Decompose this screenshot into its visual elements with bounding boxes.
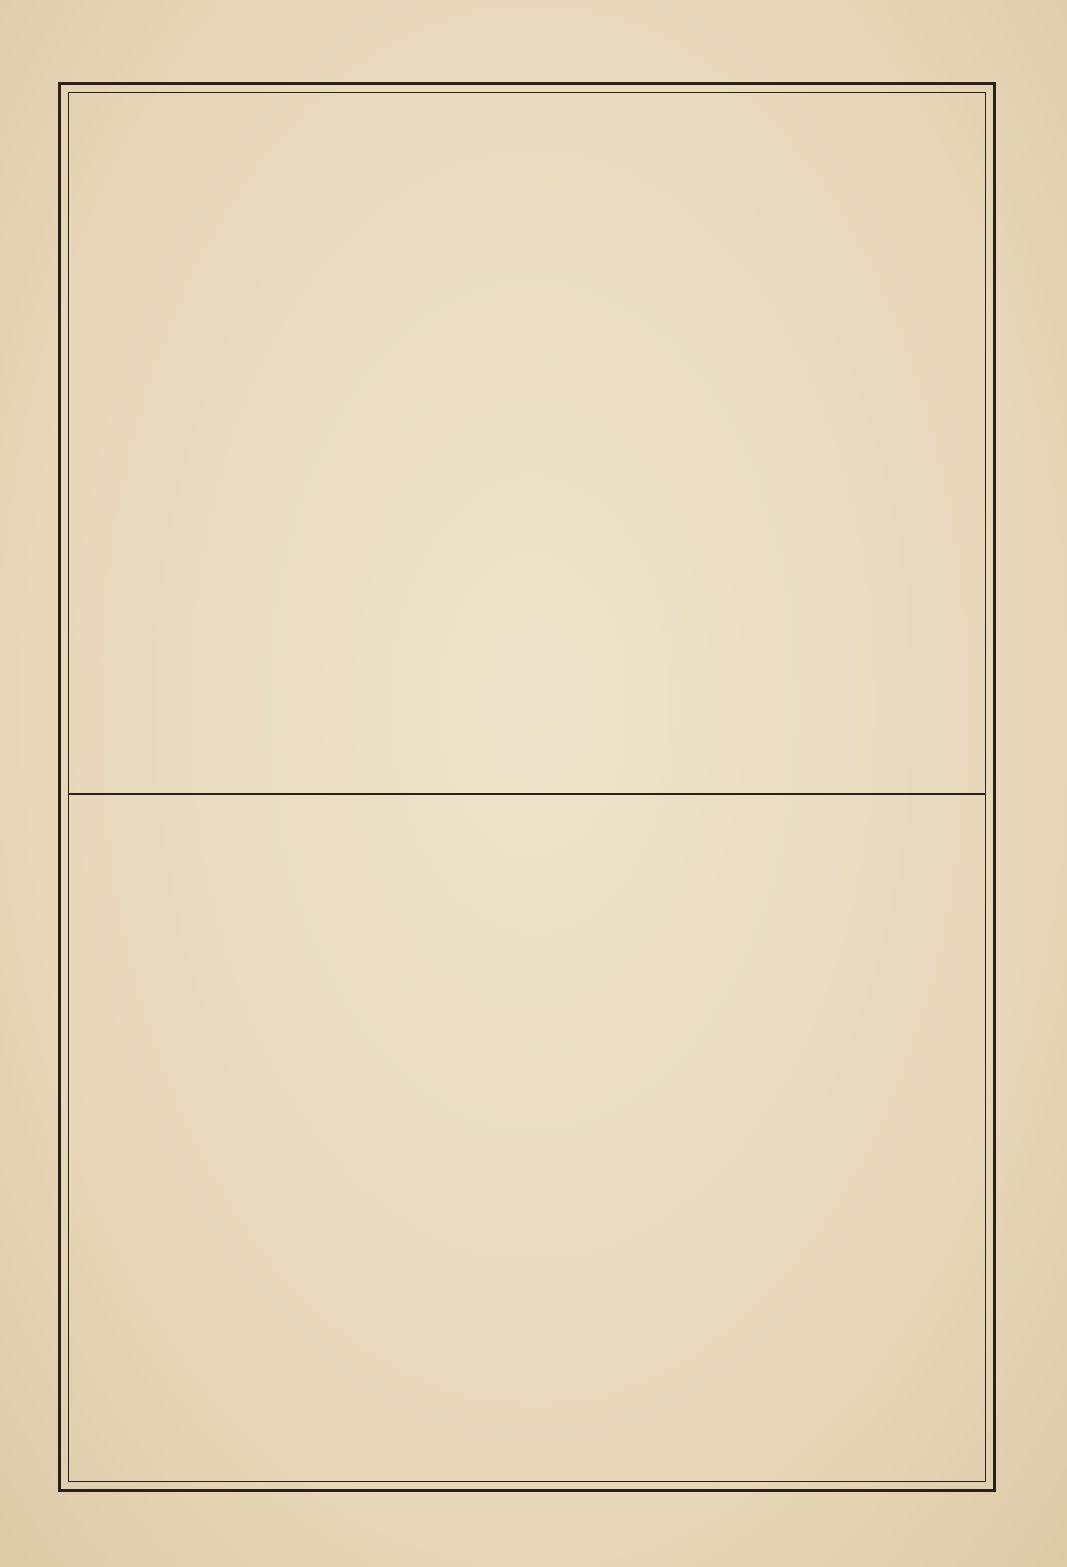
- bottom-text-block: [90, 808, 970, 1473]
- section-divider: [68, 793, 986, 795]
- top-text-block: [90, 108, 970, 788]
